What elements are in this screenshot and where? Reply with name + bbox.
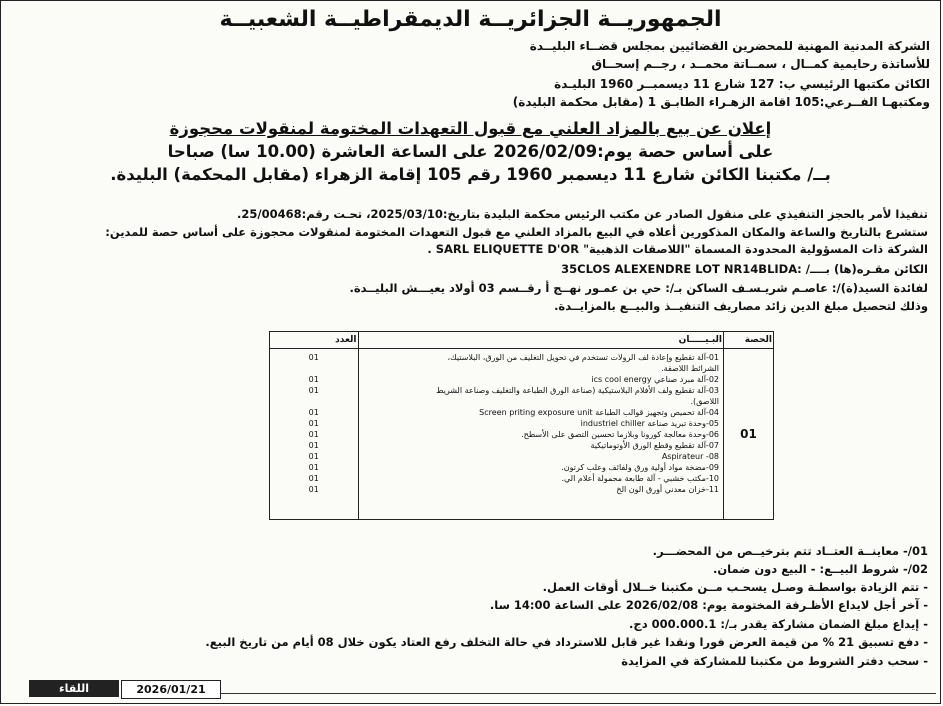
republic-title: الجمهوريــة الجزائريــة الديمقراطيــة الشعبيــة: [219, 7, 722, 32]
company-branch: ومكتبهـا الفــرعي:105 اقامة الزهـراء الطابـق 1 (مقابل محكمة البليدة): [512, 95, 930, 109]
announcement-title: إعلان عن بيع بالمزاد العلني مع قبول التعهدات المختومة لمنقولات محجوزة: [169, 119, 772, 138]
newspaper-name: اللقاء: [29, 680, 119, 697]
bottom-divider: [219, 693, 936, 694]
body-line: لفائدة السيد(ة)/: عاصـم شريـسـف الساكن بـ/: حي بن عمـور نهــج أ رقــسم 03 أولاد يعيـــش البليــدة.: [349, 281, 928, 295]
table-header-lot: الحصة: [724, 332, 774, 349]
footer-line: - سحب دفتر الشروط من مكتبنا للمشاركة في المزايدة: [621, 654, 928, 668]
item-line: 10-مكتب خشبي - آلة طابعة محمولة أعلام الي.: [561, 474, 720, 483]
item-quantity: 01: [308, 474, 319, 483]
footer-line: - إيداع مبلغ الضمان مشاركة يقدر بـ/: 000.000.1 دج.: [629, 617, 928, 631]
item-quantity: 01: [308, 419, 319, 428]
item-line: 11-خزان معدني أورق الون الخ: [616, 485, 720, 494]
company-name: الشركة المدنية المهنية للمحضرين القضائيين بمجلس قضــاء البليــدة: [529, 39, 930, 53]
publication-date: 2026/01/21: [121, 680, 221, 699]
announcement-address: بــ/ مكتبنا الكائن شارع 11 ديسمبر 1960 رقم 105 إقامة الزهراء (مقابل المحكمة) البليدة.: [110, 165, 831, 184]
item-line: اللاصق).: [690, 397, 720, 406]
company-partners: للأساتذة رحايمية كمــال ، سمــاتة محمــد ، رجــم إسحــاق: [591, 57, 930, 71]
items-quantity-cell: [270, 349, 359, 520]
item-quantity: 01: [308, 463, 319, 472]
body-line: وذلك لتحصيل مبلغ الدين زائد مصاريف التنفيــذ والبيــع بالمزايــدة.: [554, 299, 928, 313]
item-quantity: 01: [308, 441, 319, 450]
item-line: 03-آلة تقطيع ولف الأفلام البلاستيكية (صناعة الورق الطباعة والتغليف وصناعة الشريط: [436, 386, 720, 395]
announcement-session: على أساس حصة يوم:2026/02/09 على الساعة العاشرة (10.00 سا) صباحا: [167, 142, 774, 161]
lot-number: 01: [724, 349, 774, 520]
item-line: الشرائط اللاصقة.: [661, 364, 720, 373]
footer-line: - تتم الزيادة بواسطـة وصـل يسحـب مــن مكتبنا خــلال أوقات العمل.: [542, 580, 928, 594]
item-quantity: [270, 396, 358, 407]
item-line: 05-وحدة تبريد صناعة industriel chiller: [580, 419, 720, 428]
item-quantity: 01: [308, 408, 319, 417]
item-line: 07-آلة تقطيع وقطع الورق الأوتوماتيكية: [590, 441, 720, 450]
body-line: الشركة ذات المسؤولية المحدودة المسماة "اللاصقات الذهبية" SARL ELIQUETTE D'OR .: [427, 242, 928, 256]
item-line: 06-وحدة معالجة كورونا وبلازما تحسين التصق على الأسطح.: [521, 430, 720, 439]
body-line: الكائن مقـره(ها) بــــ/ :35CLOS ALEXENDRE LOT NR14BLIDA: [561, 262, 928, 276]
item-quantity: 01: [308, 485, 319, 494]
item-quantity: 01: [308, 386, 319, 395]
table-row: [270, 349, 774, 520]
body-line: تنفيذا لأمر بالحجز التنفيذي على منقول الصادر عن مكتب الرئيس محكمة البليدة بتاريخ:2025/03/10، تحـت رقم:25/00468.: [237, 207, 928, 221]
item-line: 04-آلة تحميص وتجهيز قوالب الطباعة Screen priting exposure unit: [479, 408, 720, 417]
item-quantity: 01: [308, 375, 319, 384]
items-table: [269, 331, 774, 520]
table-header-description: البـيـــــان: [358, 332, 724, 349]
item-line: 01-آلة تقطيع وإعادة لف الرولات تستخدم في تحويل التغليف من الورق، البلاستيك،: [447, 353, 720, 362]
footer-line: 02/- شروط البيــع: - البيع دون ضمان.: [713, 562, 928, 576]
item-quantity: 01: [308, 452, 319, 461]
item-line: 08- Aspirateur: [661, 452, 720, 461]
footer-line: - آخر أجل لايداع الأظـرفة المختومة يوم: 2026/02/08 على الساعة 14:00 سا.: [489, 598, 928, 612]
company-headquarters: الكائن مكتبها الرئيسي ب: 127 شارع 11 ديسمبــر 1960 البليـدة: [554, 77, 930, 91]
footer-line: - دفع تسبيق 21 % من قيمة العرض فورا ونقدا غير قابل للاسترداد في حالة التخلف رفع العتاد يكون خلال 08 أيام من تاريخ البيع.: [205, 635, 928, 649]
item-line: 02-آلة مبرد صناعي ics cool energy: [591, 375, 720, 384]
item-line: 09-مضخة مواد أولية ورق ولفائف وعلب كرتون.: [561, 463, 720, 472]
items-description-cell: [358, 349, 724, 520]
item-quantity: [270, 363, 358, 374]
body-line: ستشرع بالتاريخ والساعة والمكان المذكورين أعلاه في البيع بالمزاد العلني مع قبول التعهدات المختومة لمنقولات محجوزة على أساس حصة للمدين:: [105, 225, 928, 239]
item-quantity: 01: [308, 430, 319, 439]
footer-line: 01/- معاينــة العتــاد تتم بترخيــص من المحضـــر.: [652, 544, 928, 558]
table-header-quantity: العدد: [270, 332, 359, 349]
table-header-row: [270, 332, 774, 349]
item-quantity: 01: [308, 353, 319, 362]
